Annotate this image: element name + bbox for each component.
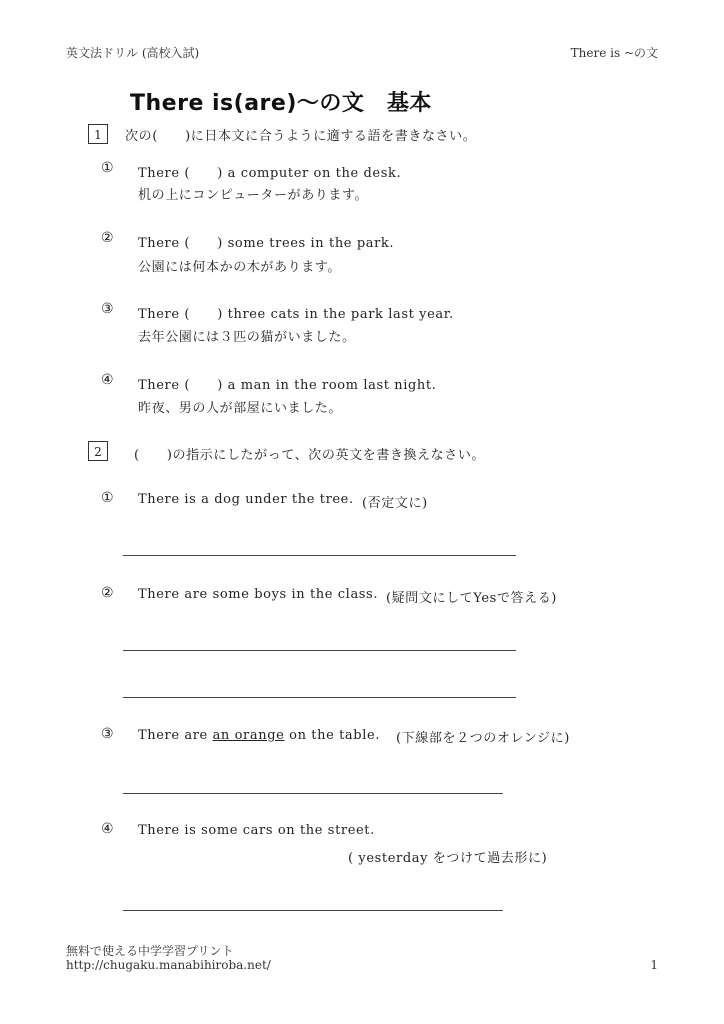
s2-item-4-mark: ④ (101, 821, 114, 837)
s2-item-4-note: ( yesterday をつけて過去形に) (348, 851, 548, 866)
s2-item-2-mark: ② (101, 585, 114, 601)
footer-site-name: 無料で使える中学学習プリント (66, 944, 234, 958)
s1-item-3-english: There ( ) three cats in the park last year. (138, 307, 454, 322)
s1-item-4-japanese: 昨夜、男の人が部屋にいました。 (138, 401, 343, 416)
section-1-number: 1 (88, 124, 108, 144)
s1-item-3-mark: ③ (101, 301, 114, 317)
s2-item-2-answer-line-2[interactable] (123, 697, 516, 698)
s2-item-2-answer-line-1[interactable] (123, 650, 516, 651)
s1-item-3-japanese: 去年公園には３匹の猫がいました。 (138, 330, 356, 345)
s2-item-4-answer-line[interactable] (123, 910, 503, 911)
s2-item-1-note: (否定文に) (362, 496, 428, 511)
s2-item-3-english (138, 728, 380, 743)
s2-item-2-english: There are some boys in the class. (138, 587, 379, 602)
section-2-instruction: ( )の指示にしたがって、次の英文を書き換えなさい。 (134, 448, 486, 463)
s2-item-3-underlined: an orange (212, 728, 285, 743)
s1-item-1-japanese: 机の上にコンピューターがあります。 (138, 188, 369, 203)
s2-item-3-note: (下線部を２つのオレンジに) (396, 731, 570, 746)
s2-item-1-mark: ① (101, 490, 114, 506)
s1-item-2-english: There ( ) some trees in the park. (138, 236, 395, 251)
s2-item-3-answer-line[interactable] (123, 793, 503, 794)
header-left: 英文法ドリル (高校入試) (66, 46, 200, 60)
s1-item-4-mark: ④ (101, 372, 114, 388)
s2-item-3-mark: ③ (101, 726, 114, 742)
section-1-instruction: 次の( )に日本文に合うように適する語を書きなさい。 (125, 129, 477, 144)
s2-item-1-english: There is a dog under the tree. (138, 492, 354, 507)
s2-item-4-english: There is some cars on the street. (138, 823, 375, 838)
page-number: 1 (650, 958, 658, 972)
footer-url[interactable]: http://chugaku.manabihiroba.net/ (66, 958, 271, 972)
s2-item-1-answer-line[interactable] (123, 555, 516, 556)
s1-item-2-mark: ② (101, 230, 114, 246)
s1-item-2-japanese: 公園には何本かの木があります。 (138, 260, 341, 275)
s2-item-2-note: (疑問文にしてYesで答える) (386, 591, 557, 606)
s2-item-3-english-post: on the table. (284, 728, 380, 743)
s2-item-3-english-pre: There are (138, 728, 213, 743)
page-title: There is(are)〜の文 基本 (130, 91, 432, 116)
s1-item-1-english: There ( ) a computer on the desk. (138, 166, 402, 181)
header-right: There is ~の文 (570, 46, 658, 60)
s1-item-4-english: There ( ) a man in the room last night. (138, 378, 437, 393)
s1-item-1-mark: ① (101, 160, 114, 176)
section-2-number: 2 (88, 441, 108, 461)
